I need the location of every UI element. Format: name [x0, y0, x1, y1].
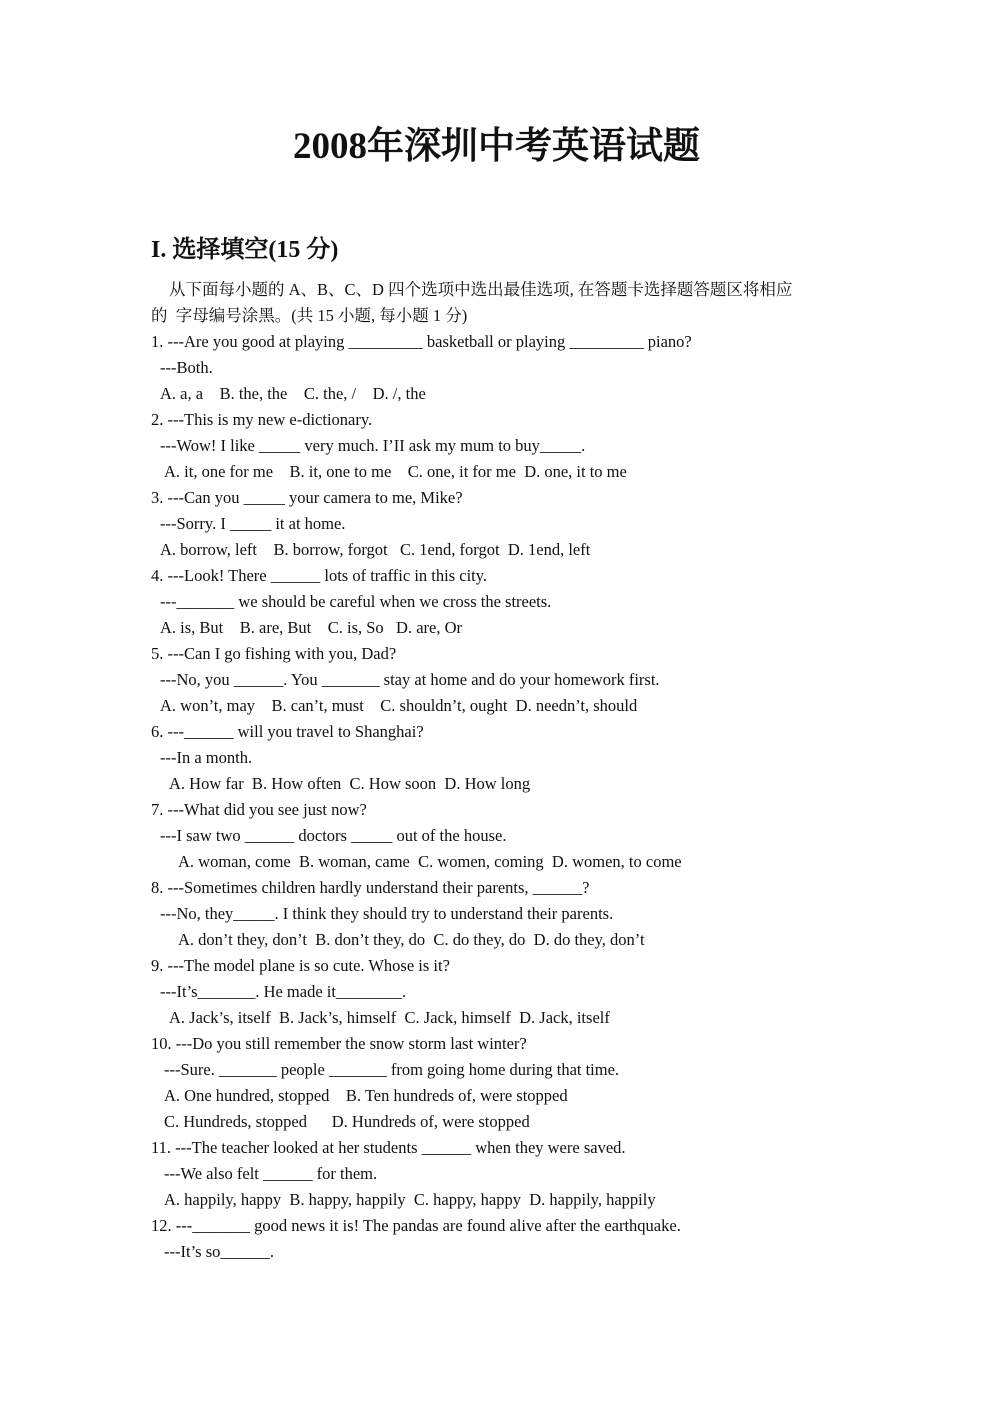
question-line: 11. ---The teacher looked at her students ______ when they were saved.	[151, 1138, 626, 1157]
answer-line: ---I saw two ______ doctors _____ out of the house.	[160, 826, 507, 845]
question-line: 7. ---What did you see just now?	[151, 800, 367, 819]
options-line: A. How far B. How often C. How soon D. How long	[169, 774, 531, 793]
question-line: 6. ---______ will you travel to Shanghai?	[151, 722, 424, 741]
answer-line: ---It’s so______.	[164, 1242, 274, 1261]
answer-line: ---Sure. _______ people _______ from going home during that time.	[164, 1060, 620, 1079]
instruction-line: 从下面每小题的 A、B、C、D 四个选项中选出最佳选项, 在答题卡选择题答题区将相应	[169, 280, 793, 299]
answer-line: ---No, they_____. I think they should try to understand their parents.	[160, 904, 614, 923]
question-line: 9. ---The model plane is so cute. Whose is it?	[151, 956, 450, 975]
question-line: 1. ---Are you good at playing _________ basketball or playing _________ piano?	[151, 332, 692, 351]
question-line: 2. ---This is my new e-dictionary.	[151, 410, 373, 429]
answer-line: ---Sorry. I _____ it at home.	[160, 514, 346, 533]
instruction-line: 的 字母编号涂黑。(共 15 小题, 每小题 1 分)	[151, 306, 468, 325]
options-line: A. don’t they, don’t B. don’t they, do C. do they, do D. do they, don’t	[178, 930, 645, 949]
page-title: 2008年深圳中考英语试题	[293, 126, 700, 167]
options-line: A. One hundred, stopped B. Ten hundreds of, were stopped	[164, 1086, 568, 1105]
question-line: 4. ---Look! There ______ lots of traffic in this city.	[151, 566, 488, 585]
answer-line: ---It’s_______. He made it________.	[160, 982, 407, 1001]
options-line: A. a, a B. the, the C. the, / D. /, the	[160, 384, 426, 403]
options-line: A. woman, come B. woman, came C. women, coming D. women, to come	[178, 852, 682, 871]
answer-line: ---In a month.	[160, 748, 253, 767]
question-line: 5. ---Can I go fishing with you, Dad?	[151, 644, 397, 663]
answer-line: ---Wow! I like _____ very much. I’II ask my mum to buy_____.	[160, 436, 586, 455]
answer-line: ---No, you ______. You _______ stay at home and do your homework first.	[160, 670, 660, 689]
question-line: 10. ---Do you still remember the snow storm last winter?	[151, 1034, 527, 1053]
question-line: 12. ---_______ good news it is! The pandas are found alive after the earthquake.	[151, 1216, 681, 1235]
options-line: A. borrow, left B. borrow, forgot C. 1end, forgot D. 1end, left	[160, 540, 591, 559]
options-line: A. won’t, may B. can’t, must C. shouldn’t, ought D. needn’t, should	[160, 696, 638, 715]
answer-line: ---_______ we should be careful when we cross the streets.	[160, 592, 552, 611]
question-line: 8. ---Sometimes children hardly understand their parents, ______?	[151, 878, 590, 897]
options-line: C. Hundreds, stopped D. Hundreds of, were stopped	[164, 1112, 530, 1131]
options-line: A. Jack’s, itself B. Jack’s, himself C. Jack, himself D. Jack, itself	[169, 1008, 610, 1027]
section-heading: I. 选择填空(15 分)	[151, 237, 339, 263]
answer-line: ---Both.	[160, 358, 213, 377]
answer-line: ---We also felt ______ for them.	[164, 1164, 378, 1183]
options-line: A. it, one for me B. it, one to me C. one, it for me D. one, it to me	[164, 462, 627, 481]
question-line: 3. ---Can you _____ your camera to me, Mike?	[151, 488, 463, 507]
options-line: A. happily, happy B. happy, happily C. happy, happy D. happily, happily	[164, 1190, 656, 1209]
options-line: A. is, But B. are, But C. is, So D. are, Or	[160, 618, 463, 637]
